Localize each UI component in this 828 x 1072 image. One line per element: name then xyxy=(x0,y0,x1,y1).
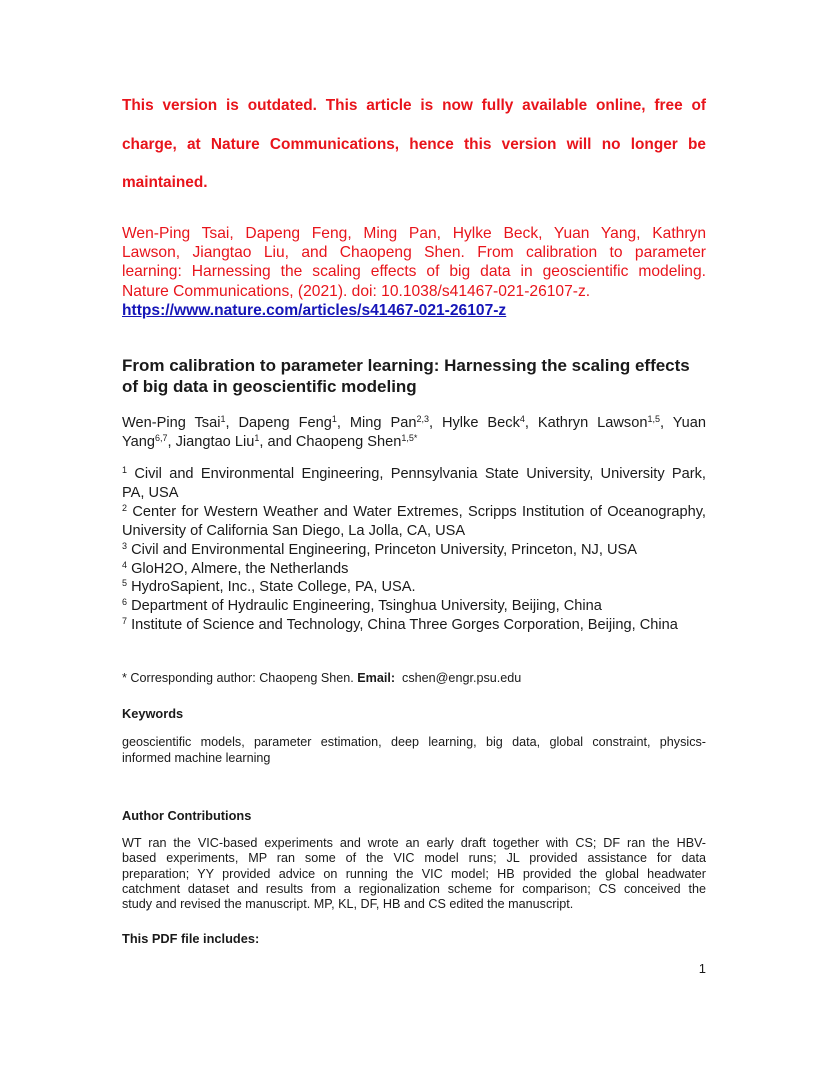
affiliation-text: Department of Hydraulic Engineering, Tsinghua University, Beijing, China xyxy=(131,598,602,615)
contributions-line: based experiments, MP ran some of the VIC model runs; JL provided assistance for data xyxy=(122,851,706,866)
citation-line: Nature Communications, (2021). doi: 10.1038/s41467-021-26107-z. xyxy=(122,282,591,300)
citation-line: learning: Harnessing the scaling effects of big data in geoscientific modeling. xyxy=(122,263,706,281)
affiliation-item xyxy=(122,465,706,484)
pdf-includes-heading: This PDF file includes: xyxy=(122,931,260,946)
page-number: 1 xyxy=(698,961,706,976)
email-label: Email: xyxy=(357,671,396,685)
author-name: Yuan xyxy=(672,415,707,431)
author-affil-sup: 1 xyxy=(331,414,337,424)
affiliation-number: 4 xyxy=(122,559,128,570)
affiliation-item: PA, USA xyxy=(122,484,179,501)
keywords-line: informed machine learning xyxy=(122,750,271,765)
author-name: Jiangtao Liu xyxy=(175,434,255,450)
author-line: Wen-Ping Tsai$^1$, Dapeng Feng$^1$, Ming Pan$^{2,3}$, Hylke Beck$^4$, Kathryn Lawson$^{1,5}$, Yuan xyxy=(122,414,707,431)
affiliation-item xyxy=(122,597,706,616)
author-affil-sup: 6,7 xyxy=(155,433,168,443)
affiliation-item xyxy=(122,578,706,597)
contributions-line: WT ran the VIC-based experiments and wrote an early draft together with CS; DF ran the HBV- xyxy=(122,836,706,850)
author-name: Dapeng Feng xyxy=(238,415,332,431)
paper-title: From calibration to parameter learning: Harnessing the scaling effects of big data in geoscientific modeling xyxy=(122,356,690,396)
author-affil-sup: 4 xyxy=(519,414,525,424)
author-affil-sup: 1,5 xyxy=(647,414,660,424)
affiliation-text: Institute of Science and Technology, China Three Gorges Corporation, Beijing, China xyxy=(131,617,678,634)
keywords-text xyxy=(122,735,706,766)
affiliation-number: 5 xyxy=(122,578,128,589)
notice-line: maintained. xyxy=(122,174,208,191)
author-name: Ming Pan xyxy=(349,415,417,431)
author-name: Wen-Ping Tsai xyxy=(122,415,221,431)
affiliation-number: 2 xyxy=(122,502,128,513)
corresponding-author-text: * Corresponding author: Chaopeng Shen. xyxy=(122,671,354,685)
citation-block xyxy=(122,224,706,320)
affiliation-item xyxy=(122,560,706,579)
author-name: Yang xyxy=(122,434,155,450)
outdated-notice xyxy=(122,96,706,212)
author-affil-sup: 1,5* xyxy=(401,433,418,443)
affiliation-text: Civil and Environmental Engineering, Pennsylvania State University, University Park, xyxy=(134,466,706,482)
author-name: Kathryn Lawson xyxy=(537,415,648,431)
affiliation-list xyxy=(122,465,706,635)
notice-line: charge, at Nature Communications, hence this version will no longer be xyxy=(122,135,706,153)
keywords-heading: Keywords xyxy=(122,706,184,721)
affiliation-number: 1 xyxy=(122,465,128,475)
author-name: Chaopeng Shen xyxy=(295,434,402,450)
affiliation-text: HydroSapient, Inc., State College, PA, USA. xyxy=(131,579,416,596)
corresponding-author xyxy=(122,670,706,686)
affiliation-item xyxy=(122,541,706,560)
affiliation-number: 3 xyxy=(122,540,128,551)
contributions-line: preparation; YY provided advice on running the VIC model; HB provided the global headwater xyxy=(122,866,706,881)
affiliation-number: 6 xyxy=(122,597,128,608)
author-name: Hylke Beck xyxy=(441,415,520,431)
affiliation-text: Civil and Environmental Engineering, Princeton University, Princeton, NJ, USA xyxy=(131,541,637,558)
author-affil-sup: 1 xyxy=(220,414,226,424)
author-list xyxy=(122,414,706,452)
affiliation-number: 7 xyxy=(122,616,128,627)
affiliation-text: GloH2O, Almere, the Netherlands xyxy=(131,560,349,577)
author-affil-sup: 1 xyxy=(254,433,260,443)
affiliation-item xyxy=(122,616,706,635)
affiliation-item: University of California San Diego, La Jolla, CA, USA xyxy=(122,522,466,539)
affiliation-item xyxy=(122,503,706,522)
email-address: cshen@engr.psu.edu xyxy=(402,671,522,685)
author-conjunction: and xyxy=(267,434,292,450)
keywords-line: geoscientific models, parameter estimation, deep learning, big data, global constraint, physics- xyxy=(122,735,706,749)
contributions-text xyxy=(122,836,706,912)
article-link[interactable]: https://www.nature.com/articles/s41467-021-26107-z xyxy=(122,301,507,319)
citation-line: Wen-Ping Tsai, Dapeng Feng, Ming Pan, Hylke Beck, Yuan Yang, Kathryn xyxy=(122,225,706,242)
author-affil-sup: 2,3 xyxy=(416,414,429,424)
author-line: Yang$^{6,7}$, Jiangtao Liu$^1$, and Chaopeng Shen$^{1,5*}$ xyxy=(122,433,418,450)
contributions-heading: Author Contributions xyxy=(122,808,252,823)
contributions-line: catchment dataset and results from a regionalization scheme for comparison; CS conceived the xyxy=(122,881,706,896)
citation-line: Lawson, Jiangtao Liu, and Chaopeng Shen. From calibration to parameter xyxy=(122,244,706,262)
notice-line: This version is outdated. This article is now fully available online, free of xyxy=(122,97,706,114)
contributions-line: study and revised the manuscript. MP, KL, DF, HB and CS edited the manuscript. xyxy=(122,897,574,912)
affiliation-text: Center for Western Weather and Water Extremes, Scripps Institution of Oceanography, xyxy=(132,503,706,520)
